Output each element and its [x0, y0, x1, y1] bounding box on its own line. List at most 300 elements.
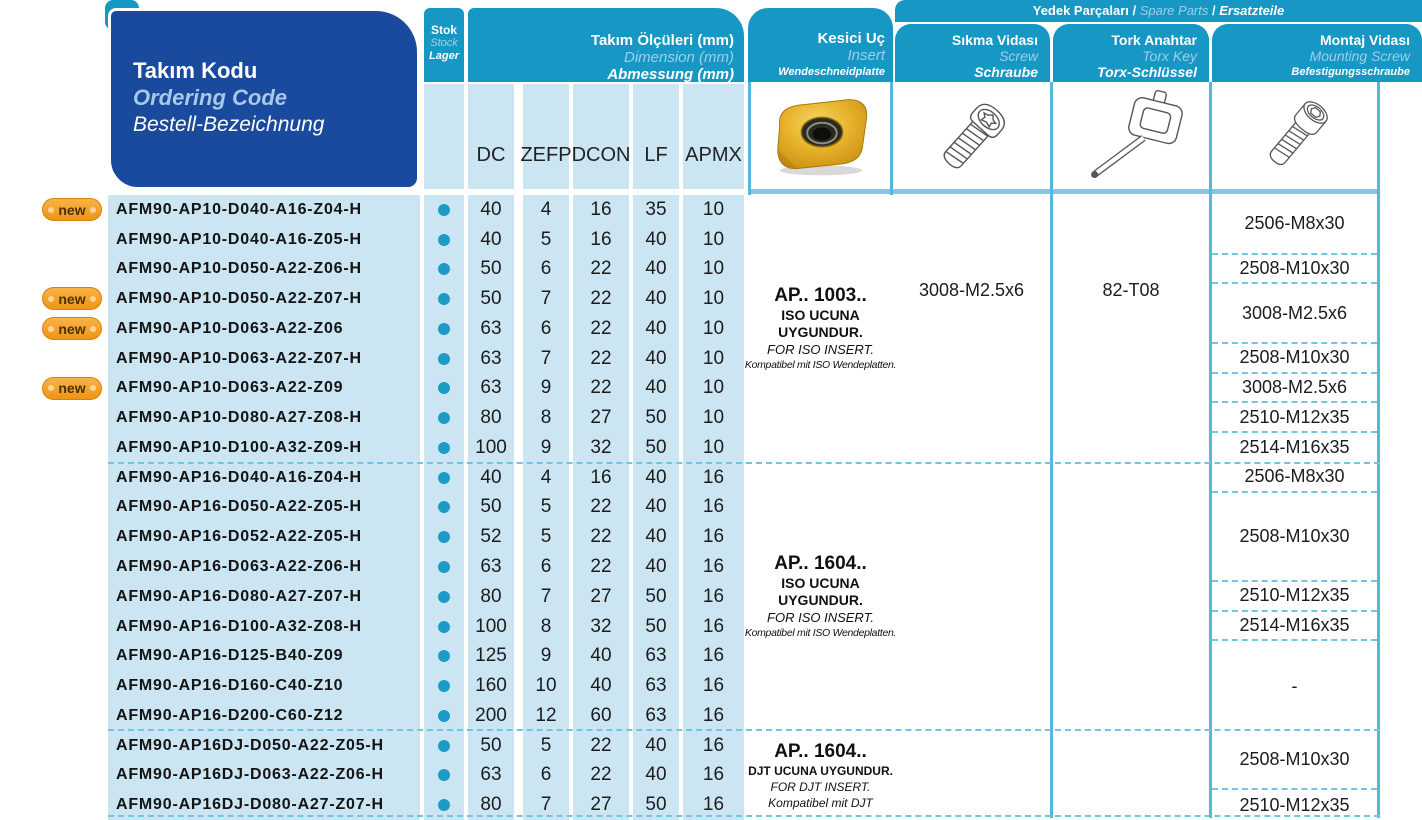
insert-info-line: ISO UCUNA: [781, 575, 860, 592]
ordering-code-row: [108, 463, 420, 493]
torx-key-header: [1053, 24, 1209, 82]
dim-header-tr: Takım Ölçüleri (mm): [590, 32, 734, 49]
stock-dot: [438, 501, 450, 513]
ordering-code-row: [108, 641, 420, 671]
ordering-code: AFM90-AP10-D050-A22-Z07-H: [116, 290, 362, 308]
stock-row: [424, 641, 464, 671]
lf-value: 40: [645, 556, 667, 578]
stock-header: [424, 8, 464, 82]
dcon-value: 22: [590, 377, 612, 399]
title-en: Ordering Code: [133, 85, 288, 110]
new-badge: new: [42, 317, 102, 340]
apmx-value: 10: [702, 317, 725, 339]
lf-value: 50: [645, 794, 667, 816]
spare-parts-banner: [895, 0, 1422, 22]
lf-value: 50: [645, 615, 667, 637]
title-tr: Takım Kodu: [133, 58, 258, 83]
dimensions-header: [468, 8, 744, 82]
dcon-value: 16: [590, 466, 612, 488]
dc-value: 40: [480, 466, 502, 488]
mount-header-tr: Montaj Vidası: [1320, 32, 1410, 48]
ordering-code-row: [108, 701, 420, 731]
group-separator: [108, 729, 1380, 731]
lf-value: 40: [645, 377, 667, 399]
apmx-value: 16: [702, 496, 725, 518]
lf-value: 35: [645, 198, 667, 220]
insert-info: [744, 195, 897, 463]
dc-value: 63: [480, 317, 502, 339]
zefp-value: 5: [540, 526, 552, 548]
screw-value: 3008-M2.5x6: [918, 279, 1025, 300]
lf-column: [633, 195, 679, 820]
mount-screw-cell: [1212, 374, 1377, 404]
apmx-column: [683, 195, 744, 820]
dc-value: 80: [480, 794, 502, 816]
stock-row: [424, 344, 464, 374]
zefp-value: 5: [540, 734, 552, 756]
dcon-value: 40: [590, 645, 612, 667]
mount-header-en: Mounting Screw: [1309, 48, 1410, 64]
ordering-code-row: [108, 403, 420, 433]
lf-value: 40: [645, 258, 667, 280]
stock-dot: [438, 234, 450, 246]
stock-dot: [438, 531, 450, 543]
stock-dot: [438, 710, 450, 722]
dcon-value: 27: [590, 407, 612, 429]
mount-screw-value: 2514-M16x35: [1239, 437, 1350, 458]
dc-value: 63: [480, 764, 502, 786]
zefp-value: 7: [540, 585, 552, 607]
lf-value: 40: [645, 288, 667, 310]
column-label-dcon: DCON: [573, 84, 629, 189]
vertical-rule: [1050, 82, 1053, 818]
mount-screw-cell: [1212, 255, 1377, 285]
mount-screw-cell: [1212, 612, 1377, 642]
mount-screw-value: 2508-M10x30: [1239, 257, 1350, 278]
ordering-code-row: [108, 612, 420, 642]
zefp-value: 5: [540, 228, 552, 250]
dc-value: 50: [480, 288, 502, 310]
ordering-code-header: [108, 8, 420, 190]
lf-value: 40: [645, 734, 667, 756]
ordering-code: AFM90-AP10-D063-A22-Z07-H: [116, 349, 362, 367]
insert-info-line: Kompatibel mit DJT: [768, 795, 873, 810]
stock-label-box: [424, 84, 464, 189]
dc-value: 50: [480, 496, 502, 518]
apmx-value: 16: [702, 556, 725, 578]
table-bottom-border: [108, 815, 1380, 817]
mount-screw-cell: [1212, 433, 1377, 463]
stock-row: [424, 671, 464, 701]
lf-value: 40: [645, 466, 667, 488]
zefp-value: 9: [540, 436, 552, 458]
zefp-value: 8: [540, 407, 552, 429]
insert-header-tr: Kesici Uç: [817, 30, 885, 47]
ordering-code-row: [108, 225, 420, 255]
mount-screw-cell: [1212, 284, 1377, 344]
ordering-code: AFM90-AP10-D063-A22-Z06: [116, 319, 344, 337]
dcon-value: 22: [590, 317, 612, 339]
torx-screw-icon: [918, 89, 1028, 185]
ordering-code: AFM90-AP16-D080-A27-Z07-H: [116, 587, 362, 605]
ordering-code-row: [108, 760, 420, 790]
lf-value: 50: [645, 407, 667, 429]
lf-value: 40: [645, 496, 667, 518]
dcon-value: 16: [590, 198, 612, 220]
screw-header: [895, 24, 1050, 82]
torx-key-value: 82-T08: [1102, 279, 1160, 300]
mount-screw-cell: [1212, 195, 1377, 255]
dcon-value: 27: [590, 794, 612, 816]
dcon-value: 32: [590, 436, 612, 458]
zefp-value: 6: [540, 317, 552, 339]
mounting-screw-column: [1212, 195, 1377, 820]
dc-value: 100: [475, 615, 507, 637]
stock-dot: [438, 323, 450, 335]
stock-header-tr: Stok: [430, 23, 457, 37]
stock-dot: [438, 472, 450, 484]
stock-row: [424, 493, 464, 523]
mount-screw-cell: [1212, 344, 1377, 374]
stock-dot: [438, 591, 450, 603]
ordering-code-row: [108, 671, 420, 701]
ordering-code-row: [58, 195, 420, 225]
lf-value: 40: [645, 228, 667, 250]
apmx-value: 16: [702, 734, 725, 756]
dc-value: 80: [480, 585, 502, 607]
apmx-value: 16: [702, 764, 725, 786]
mount-screw-value: 2510-M12x35: [1239, 406, 1350, 427]
dcon-value: 22: [590, 734, 612, 756]
stock-row: [424, 403, 464, 433]
ordering-code: AFM90-AP16-D040-A16-Z04-H: [116, 468, 362, 486]
lf-value: 50: [645, 585, 667, 607]
apmx-value: 16: [702, 645, 725, 667]
apmx-value: 10: [702, 436, 725, 458]
ordering-code: AFM90-AP10-D063-A22-Z09: [116, 379, 344, 397]
separator: /: [1208, 3, 1220, 18]
ordering-code-row: [108, 552, 420, 582]
insert-info-line: Kompatibel mit ISO Wendeplatten.: [744, 359, 897, 372]
insert-info-line: Kompatibel mit ISO Wendeplatten.: [744, 627, 897, 640]
ordering-code-row: [108, 522, 420, 552]
dc-value: 40: [480, 198, 502, 220]
torx-header-en: Torx Key: [1142, 48, 1197, 64]
insert-header-en: Insert: [847, 47, 885, 64]
zefp-value: 7: [540, 347, 552, 369]
mount-screw-value: 2508-M10x30: [1239, 748, 1350, 769]
mount-screw-value: -: [1291, 675, 1298, 696]
mount-screw-cell: [1212, 731, 1377, 791]
group-separator: [108, 462, 1380, 464]
mount-screw-cell: [1212, 582, 1377, 612]
title-de: Bestell-Bezeichnung: [133, 113, 325, 136]
spare-banner-de: Ersatzteile: [1219, 3, 1285, 18]
insert-info-line: AP.. 1604..: [774, 740, 867, 762]
screw-header-de: Schraube: [974, 64, 1038, 80]
stock-header-en: Stock: [430, 37, 458, 49]
stock-column: [424, 195, 464, 820]
ordering-code-row: [108, 493, 420, 523]
zefp-value: 8: [540, 615, 552, 637]
insert-photo-cell: [751, 84, 890, 189]
ordering-code: AFM90-AP16-D063-A22-Z06-H: [116, 558, 362, 576]
mounting-screw-icon: [1236, 89, 1354, 185]
dim-header-en: Dimension (mm): [623, 49, 734, 66]
ordering-code: AFM90-AP16DJ-D063-A22-Z06-H: [116, 766, 384, 784]
insert-info-line: DJT UCUNA UYGUNDUR.: [748, 763, 893, 778]
lf-value: 40: [645, 347, 667, 369]
insert-info-line: FOR ISO INSERT.: [767, 610, 874, 626]
zefp-column: [523, 195, 569, 820]
dc-value: 40: [480, 228, 502, 250]
dcon-value: 40: [590, 675, 612, 697]
ordering-code: AFM90-AP10-D100-A32-Z09-H: [116, 438, 362, 456]
ordering-code: AFM90-AP16-D050-A22-Z05-H: [116, 498, 362, 516]
stock-row: [424, 731, 464, 761]
torx-header-de: Torx-Schlüssel: [1097, 64, 1197, 80]
zefp-value: 6: [540, 764, 552, 786]
dcon-value: 22: [590, 556, 612, 578]
insert-info-line: UYGUNDUR.: [778, 592, 863, 609]
dcon-value: 22: [590, 764, 612, 786]
mount-screw-value: 2508-M10x30: [1239, 525, 1350, 546]
stock-row: [424, 284, 464, 314]
stock-row: [424, 612, 464, 642]
ordering-code-column: [58, 195, 420, 820]
ordering-code: AFM90-AP10-D040-A16-Z04-H: [116, 200, 362, 218]
apmx-value: 10: [702, 377, 725, 399]
ordering-code: AFM90-AP16-D200-C60-Z12: [116, 706, 344, 724]
mount-screw-cell: [1212, 463, 1377, 493]
ordering-code-row: [58, 374, 420, 404]
stock-row: [424, 582, 464, 612]
ordering-code: AFM90-AP10-D050-A22-Z06-H: [116, 260, 362, 278]
insert-photo: [762, 91, 880, 183]
mount-screw-value: 2506-M8x30: [1244, 466, 1345, 487]
screw-header-tr: Sıkma Vidası: [951, 32, 1038, 48]
ordering-code: AFM90-AP16DJ-D050-A22-Z05-H: [116, 736, 384, 754]
mount-screw-cell: [1212, 403, 1377, 433]
zefp-value: 4: [540, 466, 552, 488]
stock-dot: [438, 621, 450, 633]
lf-value: 50: [645, 436, 667, 458]
stock-row: [424, 314, 464, 344]
dcon-column: [573, 195, 629, 820]
apmx-value: 16: [702, 526, 725, 548]
mount-screw-cell: [1212, 641, 1377, 730]
mount-screw-value: 2514-M16x35: [1239, 615, 1350, 636]
new-badge: new: [42, 377, 102, 400]
dcon-value: 27: [590, 585, 612, 607]
screw-header-en: Screw: [999, 48, 1038, 64]
mount-screw-value: 2506-M8x30: [1244, 213, 1345, 234]
lf-value: 63: [645, 675, 667, 697]
mounting-screw-icon-cell: [1215, 84, 1375, 189]
insert-info-line: AP.. 1604..: [774, 553, 867, 575]
dc-value: 50: [480, 734, 502, 756]
ordering-code: AFM90-AP16-D052-A22-Z05-H: [116, 528, 362, 546]
apmx-value: 16: [702, 585, 725, 607]
ordering-code: AFM90-AP16-D125-B40-Z09: [116, 647, 344, 665]
ordering-code-row: [58, 314, 420, 344]
stock-row: [424, 522, 464, 552]
stock-row: [424, 255, 464, 285]
insert-info-line: ISO UCUNA: [781, 307, 860, 324]
stock-dot: [438, 263, 450, 275]
stock-row: [424, 701, 464, 731]
stock-dot: [438, 799, 450, 811]
zefp-value: 12: [535, 704, 557, 726]
dim-header-de: Abmessung (mm): [607, 66, 734, 83]
torx-header-tr: Tork Anahtar: [1111, 32, 1197, 48]
apmx-value: 10: [702, 228, 725, 250]
column-label-lf: LF: [633, 84, 679, 189]
dc-value: 63: [480, 556, 502, 578]
insert-header-de: Wendeschneidplatte: [778, 66, 885, 78]
insert-header: [748, 8, 893, 82]
screw-icon-cell: [896, 84, 1050, 189]
mount-screw-value: 3008-M2.5x6: [1241, 376, 1348, 397]
stock-row: [424, 760, 464, 790]
separator: /: [1128, 3, 1140, 18]
mounting-screw-header: [1212, 24, 1422, 82]
stock-dot: [438, 293, 450, 305]
torx-key-icon-cell: [1056, 84, 1209, 189]
stock-dot: [438, 740, 450, 752]
stock-row: [424, 225, 464, 255]
ordering-code-row: [108, 344, 420, 374]
apmx-value: 16: [702, 794, 725, 816]
apmx-value: 10: [702, 288, 725, 310]
dc-column: [468, 195, 514, 820]
apmx-value: 10: [702, 198, 725, 220]
dcon-value: 60: [590, 704, 612, 726]
torx-key-icon: [1069, 89, 1197, 185]
dcon-value: 22: [590, 258, 612, 280]
stock-dot: [438, 442, 450, 454]
dc-value: 125: [475, 645, 507, 667]
mount-header-de: Befestigungsschraube: [1291, 66, 1410, 78]
insert-info-line: UYGUNDUR.: [778, 324, 863, 341]
spare-banner-tr: Yedek Parçaları: [1032, 3, 1129, 18]
apmx-value: 16: [702, 675, 725, 697]
zefp-value: 9: [540, 377, 552, 399]
dc-value: 52: [480, 526, 502, 548]
stock-dot: [438, 353, 450, 365]
dc-value: 80: [480, 407, 502, 429]
new-badge: new: [42, 198, 102, 221]
icon-row-underline: [748, 189, 1380, 194]
zefp-value: 10: [535, 675, 557, 697]
mount-screw-value: 2508-M10x30: [1239, 347, 1350, 368]
column-label-dc: DC: [468, 84, 514, 189]
zefp-value: 6: [540, 258, 552, 280]
spare-banner-en: Spare Parts: [1139, 3, 1209, 18]
lf-value: 63: [645, 645, 667, 667]
mount-screw-value: 2510-M12x35: [1239, 794, 1350, 815]
insert-info: [748, 731, 893, 820]
ordering-code-row: [58, 284, 420, 314]
apmx-value: 10: [702, 347, 725, 369]
insert-info-line: AP.. 1003..: [774, 285, 867, 307]
ordering-code: AFM90-AP16-D100-A32-Z08-H: [116, 617, 362, 635]
mount-screw-value: 2510-M12x35: [1239, 585, 1350, 606]
dc-value: 50: [480, 258, 502, 280]
stock-dot: [438, 680, 450, 692]
stock-dot: [438, 412, 450, 424]
new-badge: new: [42, 287, 102, 310]
dc-value: 160: [475, 675, 507, 697]
ordering-code-row: [108, 582, 420, 612]
stock-dot: [438, 382, 450, 394]
dcon-value: 32: [590, 615, 612, 637]
zefp-value: 5: [540, 496, 552, 518]
stock-row: [424, 552, 464, 582]
ordering-code: AFM90-AP16-D160-C40-Z10: [116, 677, 344, 695]
insert-info-line: FOR DJT INSERT.: [770, 779, 871, 794]
mount-screw-cell: [1212, 493, 1377, 582]
dc-value: 63: [480, 347, 502, 369]
column-label-zefp: ZEFP: [523, 84, 569, 189]
lf-value: 63: [645, 704, 667, 726]
zefp-value: 7: [540, 288, 552, 310]
ordering-code-row: [108, 433, 420, 463]
dcon-value: 22: [590, 288, 612, 310]
ordering-code-row: [108, 255, 420, 285]
zefp-value: 4: [540, 198, 552, 220]
apmx-value: 10: [702, 407, 725, 429]
dc-value: 63: [480, 377, 502, 399]
column-label-apmx: APMX: [683, 84, 744, 189]
stock-row: [424, 433, 464, 463]
insert-info-column: [744, 195, 897, 820]
mount-screw-value: 3008-M2.5x6: [1241, 302, 1348, 323]
stock-dot: [438, 204, 450, 216]
dc-value: 100: [475, 436, 507, 458]
ordering-code: AFM90-AP10-D040-A16-Z05-H: [116, 230, 362, 248]
apmx-value: 16: [702, 466, 725, 488]
dcon-value: 22: [590, 347, 612, 369]
lf-value: 40: [645, 764, 667, 786]
dcon-value: 22: [590, 496, 612, 518]
zefp-value: 9: [540, 645, 552, 667]
ordering-code: AFM90-AP10-D080-A27-Z08-H: [116, 409, 362, 427]
lf-value: 40: [645, 317, 667, 339]
stock-dot: [438, 561, 450, 573]
dcon-value: 22: [590, 526, 612, 548]
zefp-value: 6: [540, 556, 552, 578]
dc-value: 200: [475, 704, 507, 726]
vertical-rule: [1377, 82, 1380, 818]
insert-info: [744, 463, 897, 731]
stock-header-de: Lager: [429, 50, 459, 62]
ordering-code: AFM90-AP16DJ-D080-A27-Z07-H: [116, 796, 384, 814]
stock-dot: [438, 769, 450, 781]
apmx-value: 16: [702, 615, 725, 637]
stock-row: [424, 374, 464, 404]
dcon-value: 16: [590, 228, 612, 250]
lf-value: 40: [645, 526, 667, 548]
insert-info-line: FOR ISO INSERT.: [767, 342, 874, 358]
apmx-value: 16: [702, 704, 725, 726]
stock-row: [424, 463, 464, 493]
apmx-value: 10: [702, 258, 725, 280]
stock-dot: [438, 650, 450, 662]
stock-row: [424, 195, 464, 225]
zefp-value: 7: [540, 794, 552, 816]
ordering-code-row: [108, 731, 420, 761]
